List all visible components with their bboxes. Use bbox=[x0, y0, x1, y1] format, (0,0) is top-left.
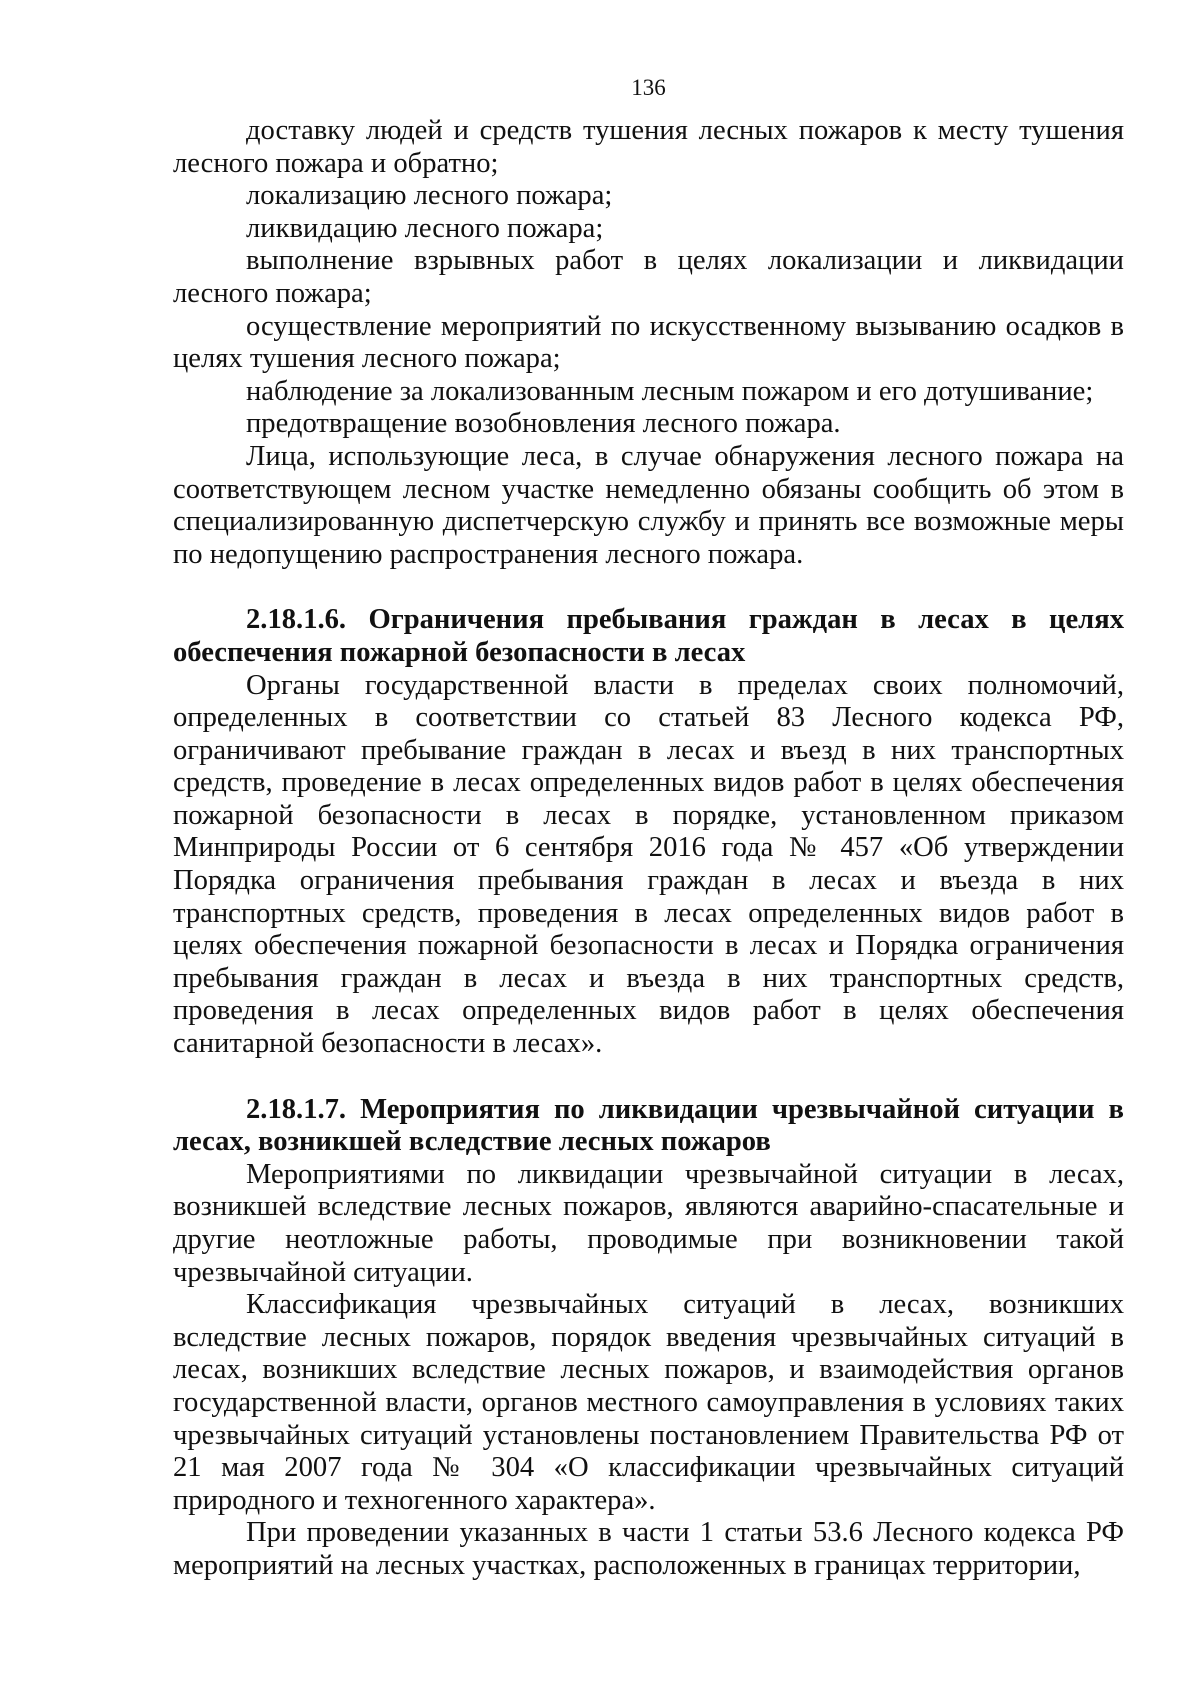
paragraph-prevention: предотвращение возобновления лесного пожара. bbox=[246, 408, 841, 440]
paragraph-emergency-measures: Мероприятиями по ликвидации чрезвычайной ситуации в лесах, возникшей вследствие лесных пожаров, являются аварийно-спасательные и другие неотложные работы, проводимые при возникновении такой чрезвычайной ситуации. bbox=[173, 1158, 1124, 1288]
page-number: 136 bbox=[631, 75, 666, 100]
section-spacer bbox=[173, 571, 1124, 604]
paragraph-restrictions: Органы государственной власти в пределах своих полномочий, определенных в соответствии со статьей 83 Лесного кодекса РФ, ограничивают пребывание граждан в лесах и въезд в них транспортных средств, проведение в лесах определенных видов работ в целях обеспечения пожарной безопасности в лесах в порядке, установленном приказом Минприроды России от 6 сентября 2016 года № 457 «Об утверждении Порядка ограничения пребывания граждан в лесах и въезда в них транспортных средств, проведения в лесах определенных видов работ в целях обеспечения пожарной безопасности в лесах и Порядка ограничения пребывания граждан в лесах и въезда в них транспортных средств, проведения в лесах определенных видов работ в целях обеспечения санитарной безопасности в лесах». bbox=[173, 669, 1124, 1060]
paragraph-article-53-6: При проведении указанных в части 1 статьи 53.6 Лесного кодекса РФ мероприятий на лесных участках, расположенных в границах территории, bbox=[173, 1517, 1124, 1581]
paragraph-precipitation: осуществление мероприятий по искусственному вызыванию осадков в целях тушения лесного пожара; bbox=[173, 310, 1124, 375]
section-heading-2-18-1-6: 2.18.1.6. Ограничения пребывания граждан в лесах в целях обеспечения пожарной безопасности в лесах bbox=[173, 604, 1124, 668]
paragraph-blasting: выполнение взрывных работ в целях локализации и ликвидации лесного пожара; bbox=[173, 245, 1124, 309]
section-spacer bbox=[173, 1061, 1124, 1094]
section-heading-2-18-1-7: 2.18.1.7. Мероприятия по ликвидации чрезвычайной ситуации в лесах, возникшей вследствие лесных пожаров bbox=[173, 1093, 1124, 1158]
page-content bbox=[173, 115, 1124, 1583]
paragraph-liquidation: ликвидацию лесного пожара; bbox=[246, 212, 604, 244]
paragraph-localization: локализацию лесного пожара; bbox=[246, 180, 613, 212]
paragraph-forest-users: Лица, использующие леса, в случае обнаружения лесного пожара на соответствующем лесном участке немедленно обязаны сообщить об этом в специализированную диспетчерскую службу и принять все возможные меры по недопущению распространения лесного пожара. bbox=[173, 440, 1124, 570]
paragraph-classification: Классификация чрезвычайных ситуаций в лесах, возникших вследствие лесных пожаров, порядок введения чрезвычайных ситуаций в лесах, возникших вследствие лесных пожаров, и взаимодействия органов государственной власти, органов местного самоуправления в условиях таких чрезвычайных ситуаций установлены постановлением Правительства РФ от 21 мая 2007 года № 304 «О классификации чрезвычайных ситуаций природного и техногенного характера». bbox=[173, 1289, 1124, 1516]
paragraph-delivery: доставку людей и средств тушения лесных пожаров к месту тушения лесного пожара и обратно; bbox=[173, 115, 1124, 179]
paragraph-observation: наблюдение за локализованным лесным пожаром и его дотушивание; bbox=[246, 375, 1094, 407]
